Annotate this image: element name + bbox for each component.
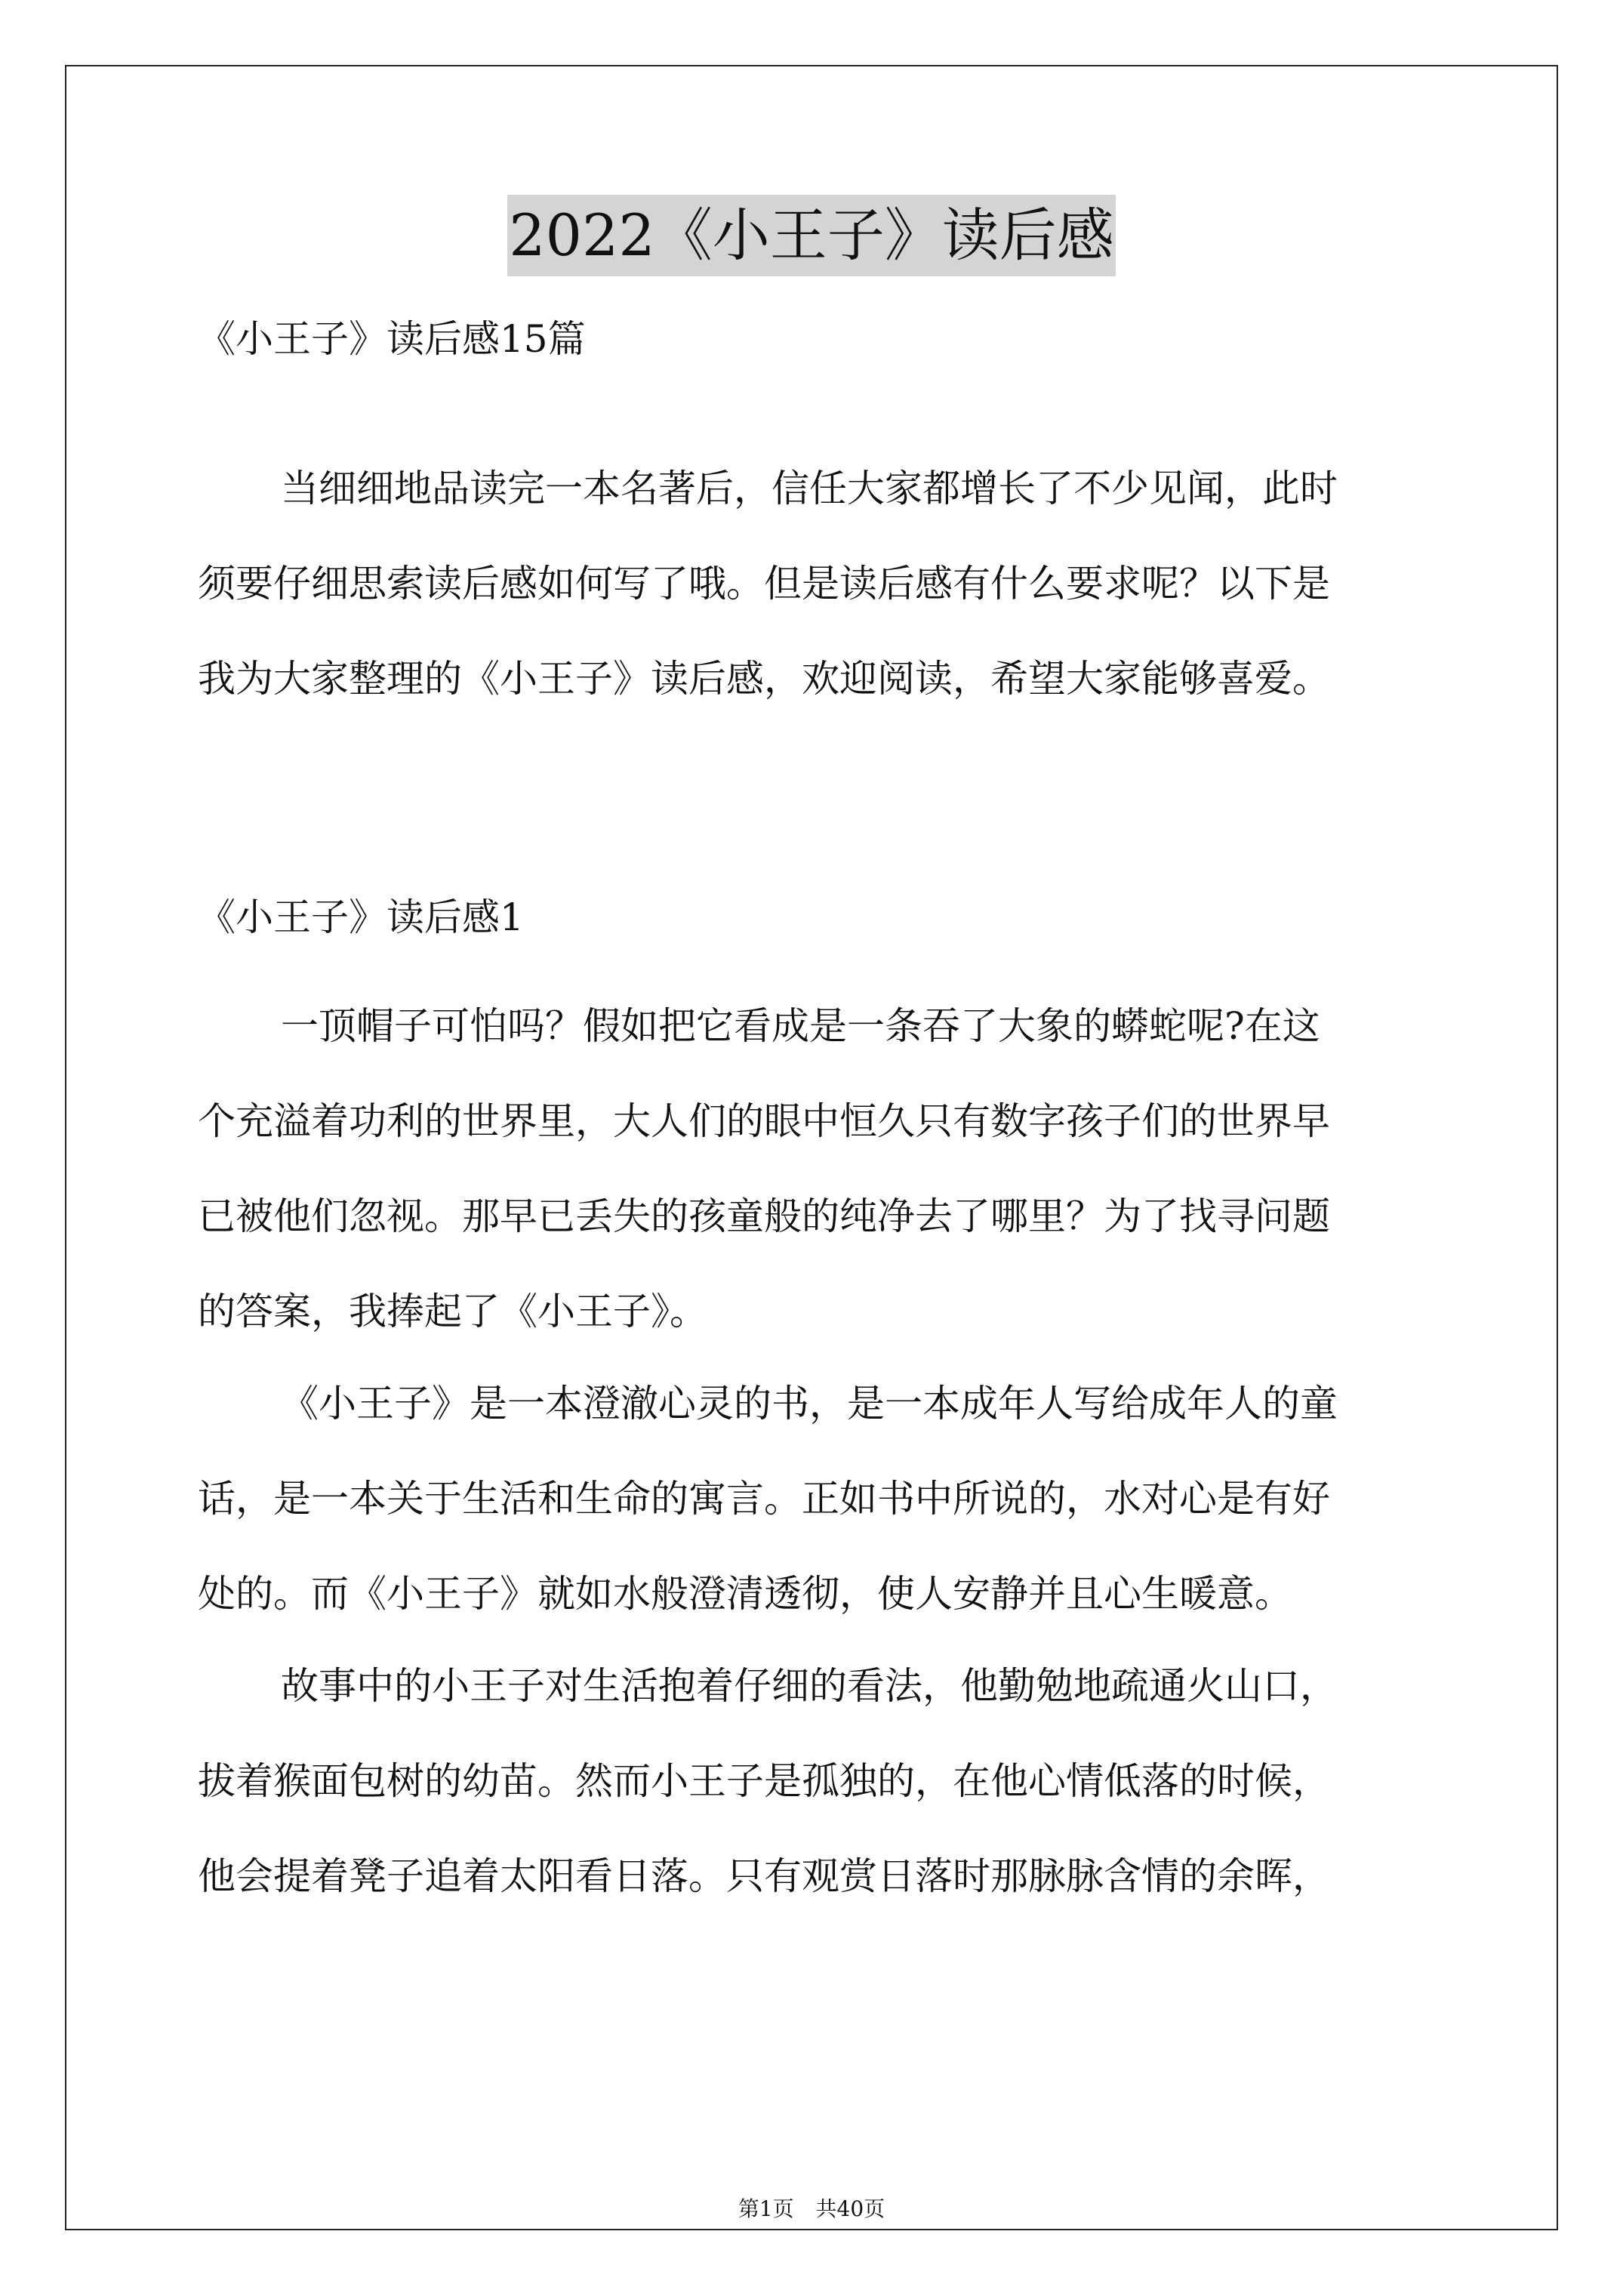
paragraph-3 [198,1638,1428,1924]
paragraph-line: 的答案，我捧起了《小王子》。 [198,1290,707,1333]
document-title: 2022《小王子》读后感 [507,195,1115,276]
intro-line: 当细细地品读完一本名著后，信任大家都增长了不少见闻，此时 [281,467,1338,510]
intro-line: 须要仔细思索读后感如何写了哦。但是读后感有什么要求呢？以下是 [198,562,1330,606]
subtitle-block [198,291,1428,387]
total-pages: 共40页 [815,2196,885,2221]
intro-line: 我为大家整理的《小王子》读后感，欢迎阅读，希望大家能够喜爱。 [198,657,1330,701]
section-heading: 《小王子》读后感1 [198,895,524,939]
paragraph-line: 拔着猴面包树的幼苗。然而小王子是孤独的，在他心情低落的时候， [198,1759,1330,1803]
paragraph-line: 《小王子》是一本澄澈心灵的书，是一本成年人写给成年人的童 [281,1382,1338,1425]
paragraph-line: 处的。而《小王子》就如水般澄清透彻，使人安静并且心生暖意。 [198,1572,1292,1616]
paragraph-line: 已被他们忽视。那早已丢失的孩童般的纯净去了哪里？为了找寻问题 [198,1194,1330,1238]
paragraph-line: 故事中的小王子对生活抱着仔细的看法，他勤勉地疏通火山口， [281,1664,1338,1708]
page-footer [0,2194,1623,2224]
paragraph-2 [198,1356,1428,1641]
document-subtitle: 《小王子》读后感15篇 [198,317,586,361]
paragraph-1 [198,978,1428,1359]
paragraph-line: 一顶帽子可怕吗？假如把它看成是一条吞了大象的蟒蛇呢?在这 [281,1004,1320,1048]
page-number: 第1页 [738,2196,794,2221]
section-heading-block [198,870,1428,965]
paragraph-line: 个充溢着功利的世界里，大人们的眼中恒久只有数字孩子们的世界早 [198,1099,1330,1143]
paragraph-line: 话，是一本关于生活和生命的寓言。正如书中所说的，水对心是有好 [198,1477,1330,1521]
title-container [0,195,1623,276]
paragraph-line: 他会提着凳子追着太阳看日落。只有观赏日落时那脉脉含情的余晖， [198,1854,1330,1898]
intro-paragraph [198,441,1428,726]
